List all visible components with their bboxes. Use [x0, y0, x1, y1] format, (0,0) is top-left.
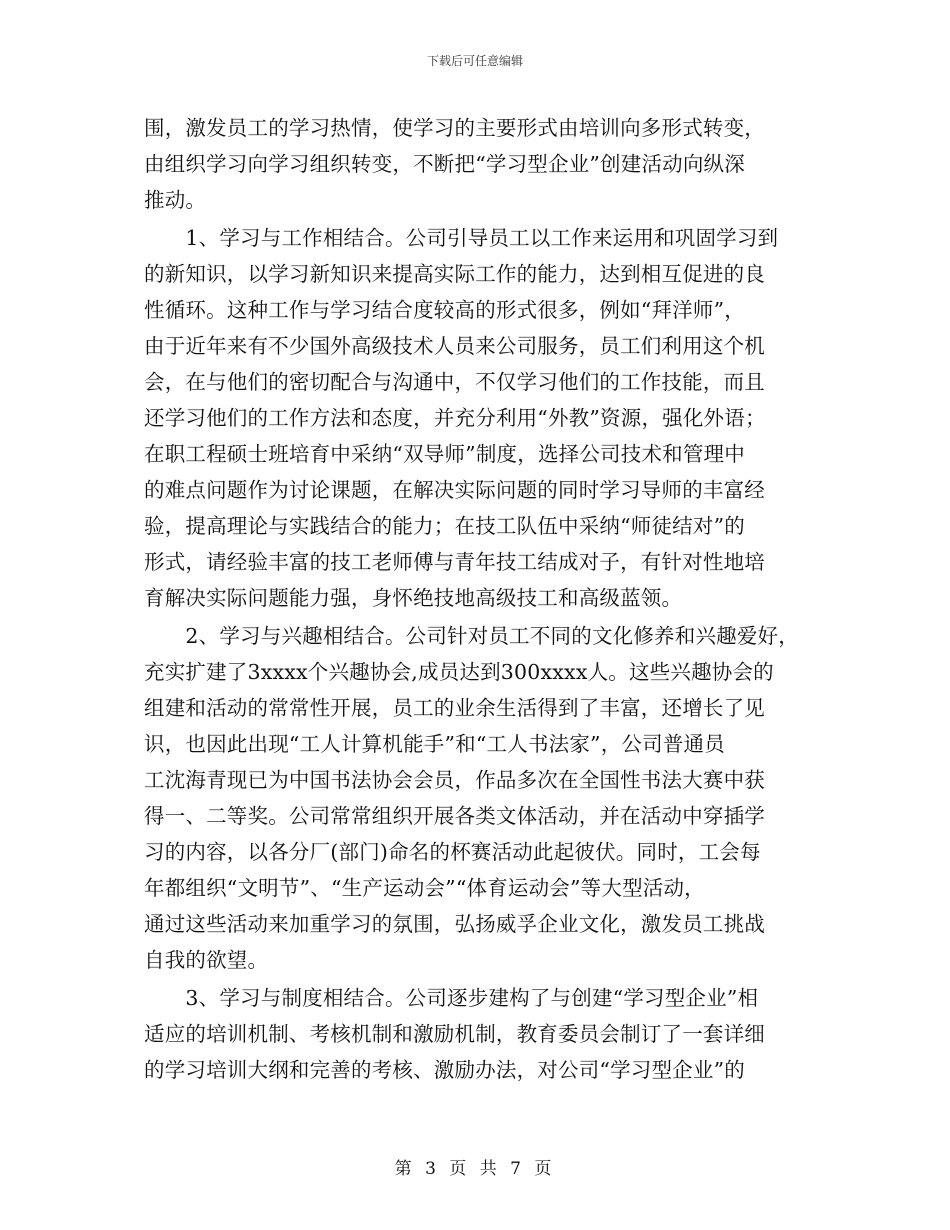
text-line: 的学习培训大纲和完善的考核、激励办法，对公司“学习型企业”的 [144, 1058, 745, 1082]
text-line: 组建和活动的常常性开展，员工的业余生活得到了丰富，还增长了见 [144, 696, 765, 720]
text-line: 习的内容，以各分厂(部门)命名的杯赛活动此起彼伏。同时，工会每 [144, 840, 761, 864]
text-line: 得一、二等奖。公司常常组织开展各类文体活动，并在活动中穿插学 [144, 804, 765, 828]
text-line: 识，也因此出现“工人计算机能手”和“工人书法家”，公司普通员 [144, 732, 725, 756]
text-line: 还学习他们的工作方法和态度，并充分利用“外教”资源，强化外语； [144, 406, 766, 430]
text-line: 适应的培训机制、考核机制和激励机制，教育委员会制订了一套详细 [144, 1022, 765, 1046]
text-line: 2、学习与兴趣相结合。公司针对员工不同的文化修养和兴趣爱好， [144, 624, 799, 648]
text-line: 的新知识，以学习新知识来提高实际工作的能力，达到相互促进的良 [144, 262, 765, 286]
text-line: 由于近年来有不少国外高级技术人员来公司服务，员工们利用这个机 [144, 334, 765, 358]
text-line: 自我的欲望。 [144, 948, 269, 972]
page-header: 下载后可任意编辑 [426, 54, 523, 68]
text-line: 年都组织“文明节”、“生产运动会”“体育运动会”等大型活动， [144, 876, 705, 900]
text-line: 验，提高理论与实践结合的能力；在技工队伍中采纳“师徒结对”的 [144, 514, 745, 538]
page-footer: 第 3 页 共 7 页 [394, 1159, 556, 1179]
text-line: 育解决实际问题能力强，身怀绝技地高级技工和高级蓝领。 [144, 586, 683, 610]
text-line: 围，激发员工的学习热情，使学习的主要形式由培训向多形式转变， [144, 116, 765, 140]
text-line: 通过这些活动来加重学习的氛围，弘扬威孚企业文化，激发员工挑战 [144, 912, 765, 936]
text-line: 由组织学习向学习组织转变，不断把“学习型企业”创建活动向纵深 [144, 152, 745, 176]
text-line: 1、学习与工作相结合。公司引导员工以工作来运用和巩固学习到 [144, 226, 779, 250]
text-line: 在职工程硕士班培育中采纳“双导师”制度，选择公司技术和管理中 [144, 442, 745, 466]
text-line: 的难点问题作为讨论课题，在解决实际问题的同时学习导师的丰富经 [144, 478, 765, 502]
body-text [144, 110, 814, 1088]
text-line: 充实扩建了3xxxx个兴趣协会,成员达到300xxxx人。这些兴趣协会的 [144, 660, 774, 684]
text-line: 性循环。这种工作与学习结合度较高的形式很多，例如“拜洋师”， [144, 298, 745, 322]
text-line: 工沈海青现已为中国书法协会会员，作品多次在全国性书法大赛中获 [144, 768, 765, 792]
text-line: 3、学习与制度相结合。公司逐步建构了与创建“学习型企业”相 [144, 986, 759, 1010]
text-line: 会，在与他们的密切配合与沟通中，不仅学习他们的工作技能，而且 [144, 370, 765, 394]
text-line: 形式，请经验丰富的技工老师傅与青年技工结成对子，有针对性地培 [144, 550, 765, 574]
text-line: 推动。 [144, 188, 207, 212]
